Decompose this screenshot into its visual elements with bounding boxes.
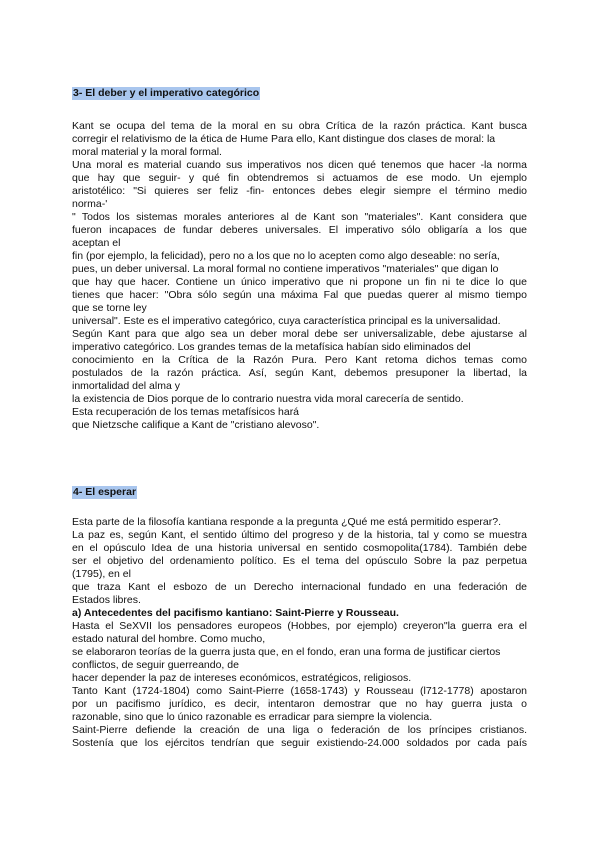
section-3-line: inmortalidad del alma y [72,380,180,392]
section-3-line: conocimiento en la Crítica de la Razón Pura. Pero Kant retoma dichos temas como [72,354,527,366]
section-3-line: fin (por ejemplo, la felicidad), pero no a los que no lo acepten como algo deseable: no sería, [72,250,500,262]
section-4-line: conflictos, de seguir guerreando, de [72,659,239,671]
section-3-line: que hay que seguir- y qué fin obtendremos si actuamos de ese modo. Un ejemplo [72,172,527,184]
section-3-line: Según Kant para que algo sea un deber moral debe ser universalizable, debe ajustarse al [72,328,527,340]
section-4-line: Estados libres. [72,594,141,606]
section-3-line: aristotélico: "Si quieres ser feliz -fin- entonces debes elegir siempre el término medio [72,185,527,197]
section-3-line: moral material y la moral formal. [72,146,222,158]
section-4-line: razonable, sino que lo único razonable es erradicar para siempre la violencia. [72,711,433,723]
section-4-line: en el opúsculo Idea de una historia universal en sentido cosmopolita(1784). También debe [72,542,527,554]
section-3-line: que se torne ley [72,302,147,314]
section-3-line: Kant se ocupa del tema de la moral en su obra Crítica de la razón práctica. Kant busca [72,120,527,132]
section-4-line: Sostenía que los ejércitos tendrían que seguir existiendo-24.000 soldados por cada país [72,737,527,749]
section-3-line: tienes que hacer: "Obra sólo según una máxima Fal que puedas querer al mismo tiempo [72,289,527,301]
section-4-line: se elaboraron teorías de la guerra justa que, en el fondo, eran una forma de justificar ciertos [72,646,501,658]
section-3-line: norma-' [72,198,108,210]
section-4-line: (1795), en el [72,568,131,580]
section-4-line: por un pacifismo jurídico, es decir, intentaron demostrar que no hay guerra justa o [72,698,527,710]
section-3-line: Una moral es material cuando sus imperativos nos dicen qué tenemos que hacer -la norma [72,159,527,171]
section-4-line: que traza Kant el esbozo de un Derecho internacional fundado en una federación de [72,581,527,593]
section-4-subheading: a) Antecedentes del pacifismo kantiano: Saint-Pierre y Rousseau. [72,607,399,619]
section-3-line: imperativo categórico. Los grandes temas de la metafísica habían sido eliminados del [72,341,471,353]
section-3-line: que Nietzsche califique a Kant de "cristiano alevoso". [72,419,320,431]
section-3-line: aceptan el [72,237,121,249]
section-4-line: Tanto Kant (1724-1804) como Saint-Pierre (1658-1743) y Rousseau (l712-1778) apostaron [72,685,527,697]
section-3-line: Esta recuperación de los temas metafísicos hará [72,406,300,418]
section-3-line: fueron incapaces de fundar deberes universales. El imperativo sólo obligaría a los que [72,224,527,236]
section-3-line: " Todos los sistemas morales anteriores al de Kant son "materiales". Kant considera que [72,211,527,223]
section-4-line: Saint-Pierre defiende la creación de una liga o federación de los príncipes cristianos. [72,724,527,736]
section-4-line: hacer depender la paz de intereses económicos, estratégicos, religiosos. [72,672,412,684]
section-3-line: la existencia de Dios porque de lo contrario nuestra vida moral carecería de sentido. [72,393,464,405]
section-3-line: corregir el relativismo de la ética de Hume Para ello, Kant distingue dos clases de moral: la [72,133,496,145]
section-4-line: estado natural del hombre. Como mucho, [72,633,266,645]
section-3-line: postulados de la razón práctica. Así, según Kant, debemos presuponer la libertad, la [72,367,527,379]
section-4-line: Esta parte de la filosofía kantiana responde a la pregunta ¿Qué me está permitido esperar?. [72,516,502,528]
section-3-line: que hay que hacer. Contiene un único imperativo que ni propone un fin ni te dice lo que [72,276,527,288]
section-3-line: universal". Este es el imperativo categórico, cuya característica principal es la universalidad. [72,315,501,327]
section-4-line: ser el objetivo del ordenamiento político. Es el tema del opúsculo Sobre la paz perpetua [72,555,527,567]
section-3-line: pues, un deber universal. La moral formal no contiene imperativos "materiales" que digan lo [72,263,499,275]
section-4-line: La paz es, según Kant, el sentido último del progreso y de la historia, tal y como se muestra [72,529,527,541]
section-4-heading: 4- El esperar [73,486,137,498]
section-3-heading: 3- El deber y el imperativo categórico [73,87,260,99]
section-4-line: Hasta el SeXVII los pensadores europeos (Hobbes, por ejemplo) creyeron"la guerra era el [72,620,527,632]
